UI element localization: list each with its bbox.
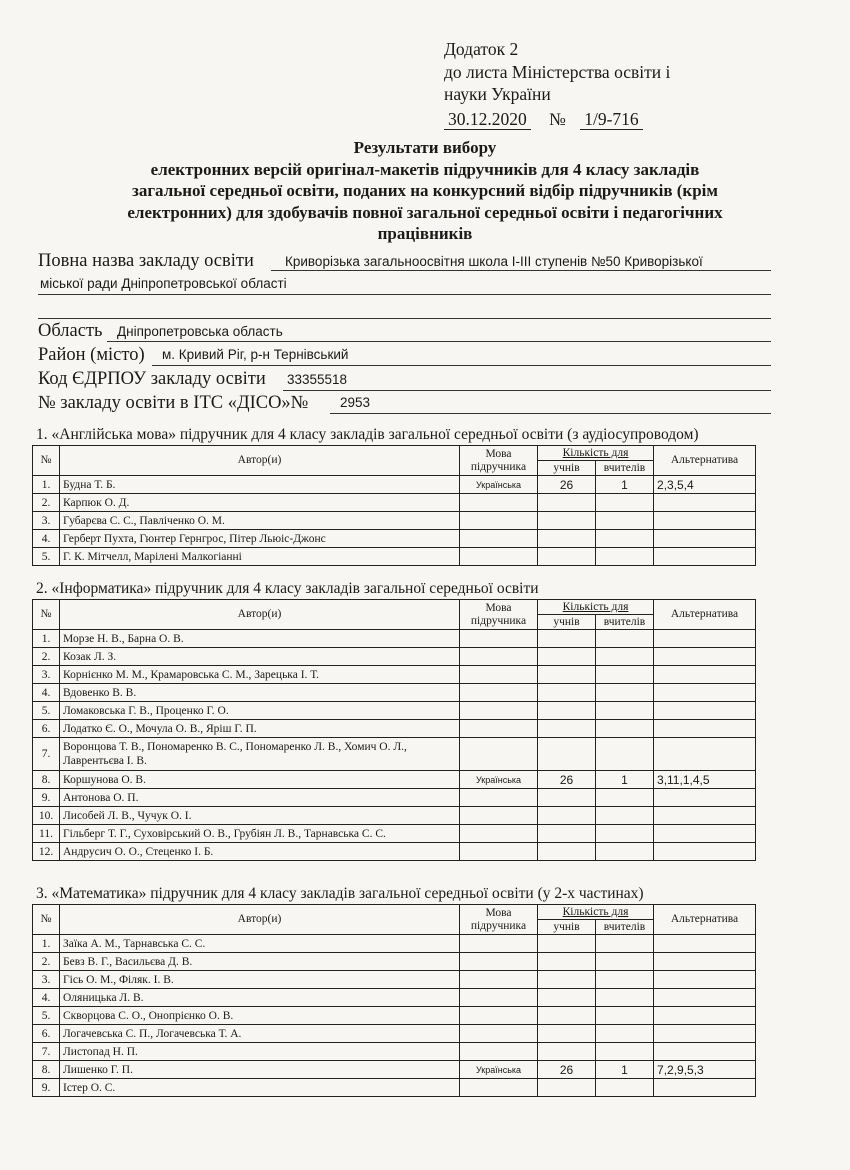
row-alternative <box>654 548 756 566</box>
row-number: 4. <box>33 684 60 702</box>
row-number: 9. <box>33 789 60 807</box>
row-authors: Заїка А. М., Тарнавська С. С. <box>60 935 460 953</box>
row-students <box>538 1043 596 1061</box>
row-students <box>538 530 596 548</box>
row-teachers <box>596 548 654 566</box>
row-students <box>538 825 596 843</box>
row-alternative <box>654 825 756 843</box>
row-number: 6. <box>33 1025 60 1043</box>
row-alternative <box>654 666 756 684</box>
table-row <box>33 789 756 807</box>
row-students: 26 <box>538 1061 596 1079</box>
row-authors: Листопад Н. П. <box>60 1043 460 1061</box>
row-students <box>538 807 596 825</box>
row-students <box>538 720 596 738</box>
row-alternative <box>654 738 756 771</box>
row-number: 5. <box>33 702 60 720</box>
row-language <box>460 1079 538 1097</box>
itc-label: № закладу освіти в ІТС «ДІСО»№ <box>38 393 309 413</box>
table-row <box>33 684 756 702</box>
table-row <box>33 720 756 738</box>
row-number: 1. <box>33 935 60 953</box>
row-language <box>460 1025 538 1043</box>
row-teachers <box>596 789 654 807</box>
table-row <box>33 738 756 771</box>
row-number: 5. <box>33 1007 60 1025</box>
row-students <box>538 702 596 720</box>
region-label: Область <box>38 321 103 341</box>
row-alternative <box>654 512 756 530</box>
row-students: 26 <box>538 476 596 494</box>
letter-date-number <box>444 109 643 130</box>
row-teachers: 1 <box>596 476 654 494</box>
row-language <box>460 807 538 825</box>
row-students <box>538 666 596 684</box>
row-language <box>460 935 538 953</box>
row-students <box>538 548 596 566</box>
region-value: Дніпропетровська область <box>117 324 283 339</box>
row-number: 8. <box>33 1061 60 1079</box>
col-lang-header: Мова підручника <box>460 446 538 476</box>
addendum-line: до листа Міністерства освіти і <box>444 61 671 82</box>
row-authors: Воронцова Т. В., Пономаренко В. С., Пономаренко Л. В., Хомич О. Л., Лаврентьєва І. В. <box>60 738 460 771</box>
row-alternative <box>654 953 756 971</box>
row-teachers <box>596 989 654 1007</box>
underline <box>38 318 771 319</box>
row-language <box>460 494 538 512</box>
addendum-line: Додаток 2 <box>444 39 519 59</box>
row-teachers <box>596 530 654 548</box>
row-language <box>460 825 538 843</box>
district-value: м. Кривий Ріг, р-н Тернівський <box>162 347 349 362</box>
row-language <box>460 1007 538 1025</box>
table-row <box>33 512 756 530</box>
row-language <box>460 953 538 971</box>
row-students <box>538 843 596 861</box>
row-teachers <box>596 630 654 648</box>
row-authors: Ломаковська Г. В., Проценко Г. О. <box>60 702 460 720</box>
row-authors: Гісь О. М., Філяк. І. В. <box>60 971 460 989</box>
row-authors: Лишенко Г. П. <box>60 1061 460 1079</box>
row-authors: Істер О. С. <box>60 1079 460 1097</box>
row-language <box>460 720 538 738</box>
number-sign: № <box>549 109 566 129</box>
row-number: 10. <box>33 807 60 825</box>
title-line: електронних) для здобувачів повної загальної середньої освіти і педагогічних <box>127 202 723 222</box>
row-teachers <box>596 702 654 720</box>
row-alternative <box>654 494 756 512</box>
row-students <box>538 494 596 512</box>
row-students <box>538 630 596 648</box>
row-language: Українська <box>460 1061 538 1079</box>
row-alternative <box>654 630 756 648</box>
row-students <box>538 953 596 971</box>
table-row <box>33 1061 756 1079</box>
row-alternative: 3,11,1,4,5 <box>654 771 756 789</box>
col-num-header: № <box>33 446 60 476</box>
section-title-math: 3. «Математика» підручник для 4 класу закладів загальної середньої освіти (у 2-х частинах) <box>36 885 644 902</box>
row-number: 3. <box>33 512 60 530</box>
row-authors: Морзе Н. В., Барна О. В. <box>60 630 460 648</box>
col-students-header: учнів <box>538 461 596 476</box>
row-language <box>460 684 538 702</box>
table-row <box>33 971 756 989</box>
row-teachers <box>596 825 654 843</box>
col-teachers-header: вчителів <box>596 615 654 630</box>
row-number: 2. <box>33 648 60 666</box>
row-alternative <box>654 648 756 666</box>
row-language <box>460 530 538 548</box>
row-teachers <box>596 953 654 971</box>
row-teachers <box>596 512 654 530</box>
row-language <box>460 630 538 648</box>
col-qty-header: Кількість для <box>538 905 654 920</box>
table-row <box>33 476 756 494</box>
row-number: 1. <box>33 476 60 494</box>
row-teachers <box>596 1025 654 1043</box>
row-authors: Оляницька Л. В. <box>60 989 460 1007</box>
row-teachers <box>596 648 654 666</box>
row-authors: Вдовенко В. В. <box>60 684 460 702</box>
row-authors: Коршунова О. В. <box>60 771 460 789</box>
row-students <box>538 512 596 530</box>
title-line: працівників <box>377 224 473 243</box>
row-language: Українська <box>460 771 538 789</box>
row-alternative <box>654 989 756 1007</box>
row-number: 3. <box>33 666 60 684</box>
table-row <box>33 1079 756 1097</box>
row-alternative <box>654 1079 756 1097</box>
row-teachers <box>596 1007 654 1025</box>
row-authors: Карпюк О. Д. <box>60 494 460 512</box>
col-alt-header: Альтернатива <box>654 446 756 476</box>
row-teachers: 1 <box>596 771 654 789</box>
row-alternative <box>654 1043 756 1061</box>
school-name-label: Повна назва закладу освіти <box>38 251 254 271</box>
col-lang-header: Мова підручника <box>460 905 538 935</box>
row-language <box>460 789 538 807</box>
row-students <box>538 971 596 989</box>
row-language <box>460 512 538 530</box>
title-line: Результати вибору <box>353 138 497 157</box>
row-number: 4. <box>33 530 60 548</box>
table-row <box>33 1007 756 1025</box>
row-authors: Козак Л. З. <box>60 648 460 666</box>
row-authors: Антонова О. П. <box>60 789 460 807</box>
itc-value: 2953 <box>340 395 371 410</box>
underline <box>283 390 771 391</box>
edrpou-label: Код ЄДРПОУ закладу освіти <box>38 369 266 389</box>
col-lang-header: Мова підручника <box>460 600 538 630</box>
table-row <box>33 807 756 825</box>
addendum-header <box>444 38 670 106</box>
table-row <box>33 953 756 971</box>
row-students <box>538 789 596 807</box>
letter-number: 1/9-716 <box>580 109 642 130</box>
row-students <box>538 1007 596 1025</box>
row-authors: Логачевська С. П., Логачевська Т. А. <box>60 1025 460 1043</box>
table-row <box>33 702 756 720</box>
section-title-english: 1. «Англійська мова» підручник для 4 класу закладів загальної середньої освіти (з аудіосупроводом) <box>36 426 699 443</box>
row-teachers <box>596 971 654 989</box>
col-num-header: № <box>33 905 60 935</box>
table-row <box>33 825 756 843</box>
row-number: 8. <box>33 771 60 789</box>
row-authors: Будна Т. Б. <box>60 476 460 494</box>
section-title-informatics: 2. «Інформатика» підручник для 4 класу закладів загальної середньої освіти <box>36 580 539 597</box>
title-line: електронних версій оригінал-макетів підручників для 4 класу закладів <box>150 159 700 179</box>
row-authors: Лисобей Л. В., Чучук О. І. <box>60 807 460 825</box>
row-number: 7. <box>33 1043 60 1061</box>
row-teachers <box>596 935 654 953</box>
row-students <box>538 648 596 666</box>
row-alternative: 7,2,9,5,3 <box>654 1061 756 1079</box>
row-authors: Гільберг Т. Г., Суховірський О. В., Грубіян Л. В., Тарнавська С. С. <box>60 825 460 843</box>
row-teachers <box>596 1043 654 1061</box>
row-number: 3. <box>33 971 60 989</box>
col-authors-header: Автор(и) <box>60 600 460 630</box>
row-number: 6. <box>33 720 60 738</box>
row-language <box>460 738 538 771</box>
col-students-header: учнів <box>538 920 596 935</box>
row-number: 12. <box>33 843 60 861</box>
underline <box>38 294 771 295</box>
row-number: 2. <box>33 494 60 512</box>
document-title <box>30 137 820 245</box>
row-authors: Лодатко Є. О., Мочула О. В., Яріш Г. П. <box>60 720 460 738</box>
underline <box>152 365 771 366</box>
row-teachers: 1 <box>596 1061 654 1079</box>
col-authors-header: Автор(и) <box>60 446 460 476</box>
row-teachers <box>596 807 654 825</box>
table-row <box>33 530 756 548</box>
table-informatics <box>32 599 756 861</box>
table-english <box>32 445 756 566</box>
row-alternative <box>654 843 756 861</box>
row-language <box>460 971 538 989</box>
col-authors-header: Автор(и) <box>60 905 460 935</box>
row-number: 5. <box>33 548 60 566</box>
row-alternative <box>654 789 756 807</box>
row-authors: Андрусич О. О., Стеценко І. Б. <box>60 843 460 861</box>
row-students <box>538 1025 596 1043</box>
letter-date: 30.12.2020 <box>444 109 531 130</box>
row-students <box>538 935 596 953</box>
row-teachers <box>596 666 654 684</box>
row-students <box>538 989 596 1007</box>
row-authors: Корнієнко М. М., Крамаровська С. М., Зарецька І. Т. <box>60 666 460 684</box>
row-number: 2. <box>33 953 60 971</box>
col-teachers-header: вчителів <box>596 461 654 476</box>
row-alternative <box>654 720 756 738</box>
row-authors: Губарєва С. С., Павліченко О. М. <box>60 512 460 530</box>
row-language <box>460 843 538 861</box>
table-math <box>32 904 756 1097</box>
addendum-line: науки України <box>444 84 551 104</box>
row-number: 9. <box>33 1079 60 1097</box>
table-row <box>33 771 756 789</box>
table-row <box>33 935 756 953</box>
table-row <box>33 648 756 666</box>
col-students-header: учнів <box>538 615 596 630</box>
row-students: 26 <box>538 771 596 789</box>
table-row <box>33 843 756 861</box>
col-alt-header: Альтернатива <box>654 600 756 630</box>
col-qty-header: Кількість для <box>538 600 654 615</box>
row-language <box>460 1043 538 1061</box>
row-language <box>460 989 538 1007</box>
row-teachers <box>596 1079 654 1097</box>
row-alternative <box>654 1007 756 1025</box>
underline <box>107 341 771 342</box>
row-language <box>460 666 538 684</box>
row-language <box>460 702 538 720</box>
row-students <box>538 684 596 702</box>
row-authors: Бевз В. Г., Васильєва Д. В. <box>60 953 460 971</box>
row-teachers <box>596 738 654 771</box>
row-alternative: 2,3,5,4 <box>654 476 756 494</box>
row-alternative <box>654 935 756 953</box>
row-number: 11. <box>33 825 60 843</box>
row-alternative <box>654 807 756 825</box>
table-row <box>33 1025 756 1043</box>
table-row <box>33 630 756 648</box>
underline <box>271 270 771 271</box>
col-alt-header: Альтернатива <box>654 905 756 935</box>
row-language: Українська <box>460 476 538 494</box>
table-row <box>33 494 756 512</box>
col-qty-header: Кількість для <box>538 446 654 461</box>
row-students <box>538 1079 596 1097</box>
district-label: Район (місто) <box>38 345 145 365</box>
table-row <box>33 548 756 566</box>
row-language <box>460 648 538 666</box>
row-alternative <box>654 684 756 702</box>
row-authors: Скворцова С. О., Онопрієнко О. В. <box>60 1007 460 1025</box>
row-number: 7. <box>33 738 60 771</box>
row-teachers <box>596 843 654 861</box>
table-row <box>33 1043 756 1061</box>
row-authors: Г. К. Мітчелл, Марілені Малкогіанні <box>60 548 460 566</box>
row-teachers <box>596 494 654 512</box>
row-teachers <box>596 684 654 702</box>
school-name-value-cont: міської ради Дніпропетровської області <box>40 276 287 291</box>
underline <box>330 413 771 414</box>
row-number: 4. <box>33 989 60 1007</box>
col-num-header: № <box>33 600 60 630</box>
row-students <box>538 738 596 771</box>
table-row <box>33 666 756 684</box>
row-alternative <box>654 702 756 720</box>
school-name-value: Криворізька загальноосвітня школа І-ІІІ ступенів №50 Криворізької <box>285 254 703 269</box>
row-alternative <box>654 1025 756 1043</box>
edrpou-value: 33355518 <box>287 372 348 387</box>
col-teachers-header: вчителів <box>596 920 654 935</box>
row-number: 1. <box>33 630 60 648</box>
title-line: загальної середньої освіти, поданих на конкурсний відбір підручників (крім <box>132 181 718 200</box>
row-alternative <box>654 971 756 989</box>
row-alternative <box>654 530 756 548</box>
row-language <box>460 548 538 566</box>
row-teachers <box>596 720 654 738</box>
table-row <box>33 989 756 1007</box>
row-authors: Герберт Пухта, Гюнтер Гернгрос, Пітер Льюіс-Джонс <box>60 530 460 548</box>
